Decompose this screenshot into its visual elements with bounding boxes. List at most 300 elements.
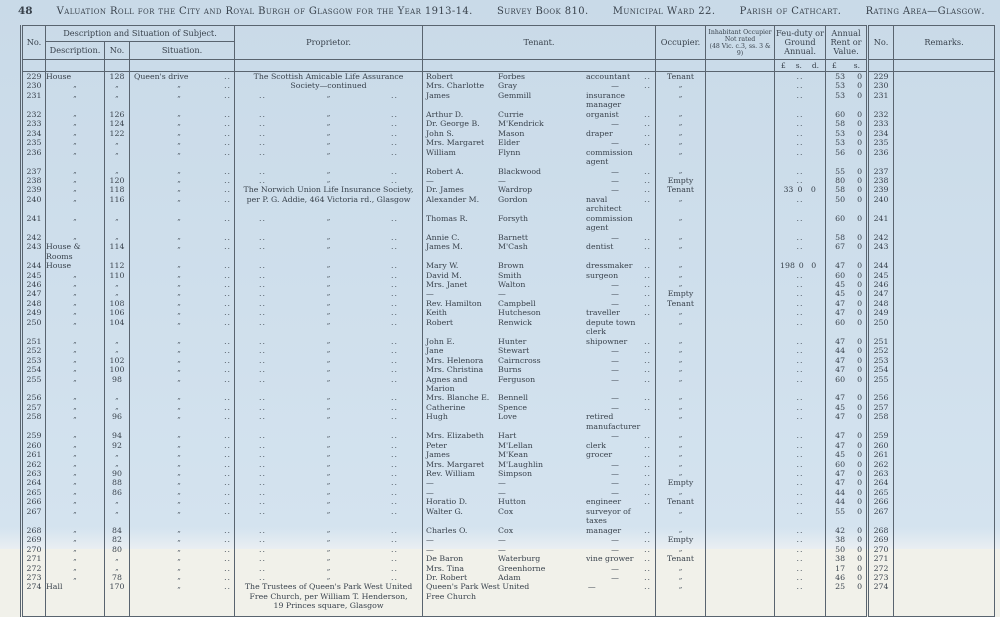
description: „	[46, 308, 105, 317]
inhabitant-occupier	[706, 365, 775, 374]
leader-dots: ..	[644, 535, 652, 545]
entry-number: 254	[22, 365, 46, 374]
tenant	[423, 554, 656, 563]
rent-shillings: 0	[857, 450, 863, 460]
table-row	[22, 545, 995, 554]
entry-number-right: 251	[868, 337, 894, 346]
rent-pounds: 38	[835, 554, 846, 564]
leader-dots: ..	[224, 81, 232, 91]
tenant-surname: Brown	[498, 261, 524, 271]
tenant-forename: Catherine	[426, 402, 466, 412]
remarks	[894, 233, 995, 242]
feu-duty	[775, 176, 826, 185]
rent-shillings: 0	[857, 289, 863, 299]
annual-rent	[826, 110, 868, 119]
rent-pounds: 47	[835, 440, 846, 450]
leader-dots: ..	[259, 119, 266, 129]
tenant-occupation	[586, 119, 655, 128]
annual-rent	[826, 554, 868, 563]
tenant	[423, 119, 656, 128]
tenant	[423, 375, 656, 394]
leader-dots: ..	[796, 402, 804, 412]
tenant-surname: —	[498, 289, 506, 299]
leader-dots: ..	[644, 355, 652, 365]
table-row	[22, 431, 995, 440]
street-number: „	[105, 91, 130, 110]
situation-text: „	[177, 147, 181, 156]
annual-rent	[826, 488, 868, 497]
proprietor-text: The Scottish Amicable Life Assurance	[253, 72, 404, 81]
table-row	[22, 535, 995, 544]
remarks	[894, 375, 995, 394]
entry-number-right: 231	[868, 91, 894, 110]
leader-dots: ..	[644, 573, 652, 583]
leader-dots: ..	[224, 469, 232, 479]
leader-dots: ..	[796, 431, 804, 441]
inhabitant-occupier	[706, 81, 775, 90]
tenant	[423, 81, 656, 90]
tenant-occupation	[586, 214, 655, 233]
leader-dots: ..	[259, 128, 266, 138]
proprietor	[235, 195, 423, 214]
tenant-surname: Forsyth	[498, 213, 528, 223]
situation	[130, 308, 235, 317]
tenant-occupation	[586, 346, 655, 355]
rent-shillings: 0	[857, 506, 863, 516]
entry-number: 229	[22, 72, 46, 82]
annual-rent	[826, 318, 868, 337]
street-number: „	[105, 337, 130, 346]
remarks	[894, 110, 995, 119]
tenant-occupation	[586, 393, 655, 402]
annual-rent	[826, 72, 868, 82]
proprietor	[235, 72, 423, 82]
rent-shillings: 0	[857, 185, 863, 195]
ditto-mark: „	[326, 563, 331, 572]
tenant-surname: —	[498, 535, 506, 545]
tenant-surname: —	[498, 544, 506, 554]
feu-duty	[775, 478, 826, 487]
entry-number-right: 263	[868, 469, 894, 478]
occupation-text: —	[611, 289, 619, 299]
leader-dots: ..	[391, 147, 399, 157]
tenant-forename: Mrs. Tina	[426, 563, 465, 573]
leader-dots: ..	[224, 109, 232, 119]
occupation-text: —	[611, 573, 619, 583]
tenant	[423, 91, 656, 110]
entry-number-right: 235	[868, 138, 894, 147]
leader-dots: ..	[391, 279, 399, 289]
street-number: „	[105, 167, 130, 176]
leader-dots: ..	[796, 374, 804, 384]
occupation-text: —	[611, 431, 619, 441]
proprietor	[235, 545, 423, 554]
occupier: „	[656, 346, 706, 355]
table-row	[22, 271, 995, 280]
leader-dots: ..	[391, 563, 399, 573]
description: „	[46, 545, 105, 554]
proprietor	[235, 460, 423, 469]
tenant	[423, 242, 656, 261]
ditto-mark: „	[326, 412, 331, 421]
occupier: „	[656, 195, 706, 214]
rent-pounds: 44	[835, 487, 846, 497]
annual-rent	[826, 242, 868, 261]
rent-pounds: 50	[835, 544, 846, 554]
description: „	[46, 573, 105, 582]
tenant-occupation	[586, 280, 655, 289]
leader-dots: ..	[796, 554, 804, 564]
leader-dots: ..	[224, 289, 232, 299]
col-header-proprietor: Proprietor.	[235, 26, 423, 60]
tenant-forename: Arthur D.	[426, 109, 464, 119]
tenant-forename: —	[426, 544, 434, 554]
leader-dots: ..	[644, 279, 652, 289]
situation-text: „	[177, 175, 181, 184]
proprietor	[235, 299, 423, 308]
ditto-mark: „	[326, 298, 331, 307]
annual-rent	[826, 375, 868, 394]
description: „	[46, 214, 105, 233]
occupier: „	[656, 403, 706, 412]
feu-shilling-label: s.	[795, 61, 802, 70]
inhabitant-occupier	[706, 308, 775, 317]
rent-shillings: 0	[857, 336, 863, 346]
leader-dots: ..	[644, 289, 652, 299]
entry-number-right: 260	[868, 441, 894, 450]
tenant-forename: —	[426, 535, 434, 545]
rent-pounds: 60	[835, 109, 846, 119]
occupation-text: engineer	[586, 497, 622, 507]
occupier: „	[656, 412, 706, 431]
tenant-forename: Dr. James	[426, 185, 464, 195]
rent-pounds: 58	[835, 119, 846, 129]
leader-dots: ..	[259, 90, 266, 100]
tenant	[423, 564, 656, 573]
entry-number-right: 243	[868, 242, 894, 261]
leader-dots: ..	[224, 355, 232, 365]
leader-dots: ..	[644, 298, 652, 308]
street-number: 106	[105, 308, 130, 317]
col-header-street-no: No.	[105, 42, 130, 60]
rent-pounds: 55	[835, 166, 846, 176]
feu-duty	[775, 554, 826, 563]
leader-dots: ..	[224, 317, 232, 327]
annual-rent	[826, 535, 868, 544]
filler-cell	[235, 611, 423, 617]
table-row	[22, 289, 995, 298]
occupation-text: —	[611, 374, 619, 384]
remarks	[894, 308, 995, 317]
tenant-occupation	[586, 299, 655, 308]
annual-rent	[826, 526, 868, 535]
situation-text: „	[177, 317, 181, 326]
situation-text: „	[177, 185, 181, 194]
occupation-text: —	[611, 535, 619, 545]
rent-shillings: 0	[857, 365, 863, 375]
situation	[130, 138, 235, 147]
tenant-occupation	[586, 478, 655, 487]
situation-text: „	[177, 119, 181, 128]
feu-duty	[775, 545, 826, 554]
rent-shillings: 0	[857, 478, 863, 488]
tenant	[423, 478, 656, 487]
annual-rent	[826, 261, 868, 270]
proprietor	[235, 582, 423, 610]
col-header-annual-rent: Annual Rent or Value.	[826, 26, 868, 60]
occupation-text: —	[587, 582, 596, 592]
annual-rent	[826, 167, 868, 176]
remarks	[894, 469, 995, 478]
table-row	[22, 119, 995, 128]
leader-dots: ..	[796, 365, 804, 375]
rent-pounds: 47	[835, 261, 846, 271]
situation-text: „	[177, 582, 181, 591]
situation-text: „	[177, 554, 181, 563]
occupier: „	[656, 233, 706, 242]
tenant-surname: Flynn	[498, 147, 521, 157]
leader-dots: ..	[224, 412, 232, 422]
leader-dots: ..	[259, 317, 266, 327]
tenant	[423, 129, 656, 138]
leader-dots: ..	[224, 346, 232, 356]
tenant-occupation	[586, 412, 655, 431]
table-row	[22, 110, 995, 119]
leader-dots: ..	[391, 469, 399, 479]
proprietor	[235, 271, 423, 280]
tenant-occupation	[586, 138, 655, 147]
leader-dots: ..	[391, 119, 399, 129]
annual-rent	[826, 573, 868, 582]
tenant-surname: Simpson	[498, 469, 532, 479]
street-number: „	[105, 554, 130, 563]
leader-dots: ..	[644, 138, 652, 148]
description: „	[46, 450, 105, 459]
rent-pounds: 60	[835, 270, 846, 280]
ditto-mark: „	[326, 270, 331, 279]
entry-number: 242	[22, 233, 46, 242]
leader-dots: ..	[224, 308, 232, 318]
leader-dots: ..	[259, 336, 266, 346]
feu-duty	[775, 488, 826, 497]
feu-duty	[775, 233, 826, 242]
situation-text: „	[177, 166, 181, 175]
proprietor	[235, 280, 423, 289]
situation	[130, 110, 235, 119]
table-row	[22, 233, 995, 242]
situation-text: „	[177, 374, 181, 383]
tenant-surname: Hart	[498, 431, 517, 441]
entry-number: 258	[22, 412, 46, 431]
remarks	[894, 242, 995, 261]
leader-dots: ..	[391, 109, 399, 119]
situation	[130, 233, 235, 242]
remarks	[894, 488, 995, 497]
tenant-occupation	[586, 488, 655, 497]
leader-dots: ..	[259, 261, 266, 271]
street-number: „	[105, 564, 130, 573]
occupation-text: vine grower	[586, 554, 634, 564]
occupier: „	[656, 308, 706, 317]
leader-dots: ..	[644, 242, 652, 252]
occupation-text: —	[611, 81, 619, 91]
leader-dots: ..	[796, 72, 804, 81]
tenant-occupation	[586, 148, 655, 167]
leader-dots: ..	[796, 138, 804, 148]
tenant-occupation	[586, 185, 655, 194]
leader-dots: ..	[796, 440, 804, 450]
street-number: „	[105, 450, 130, 459]
tenant-occupation	[586, 431, 655, 440]
tenant-forename: Keith	[426, 308, 447, 318]
leader-dots: ..	[644, 232, 652, 242]
entry-number-right: 242	[868, 233, 894, 242]
inhabitant-occupier	[706, 412, 775, 431]
leader-dots: ..	[224, 459, 232, 469]
leader-dots: ..	[259, 563, 266, 573]
occupation-text: —	[611, 185, 619, 195]
tenant-occupation	[586, 318, 655, 337]
rent-pounds: 47	[835, 336, 846, 346]
leader-dots: ..	[391, 374, 399, 384]
occupier: Empty	[656, 176, 706, 185]
leader-dots: ..	[796, 298, 804, 308]
situation-text: „	[177, 544, 181, 553]
proprietor	[235, 441, 423, 450]
col-header-tenant: Tenant.	[423, 26, 656, 60]
annual-rent	[826, 412, 868, 431]
description: „	[46, 526, 105, 535]
annual-rent	[826, 185, 868, 194]
remarks	[894, 119, 995, 128]
tenant-surname: M'Kendrick	[498, 119, 544, 129]
ditto-mark: „	[326, 317, 331, 326]
leader-dots: ..	[796, 232, 804, 242]
rent-shillings: 0	[857, 412, 863, 422]
entry-number: 240	[22, 195, 46, 214]
leader-dots: ..	[224, 431, 232, 441]
leader-dots: ..	[796, 109, 804, 119]
situation	[130, 497, 235, 506]
leader-dots: ..	[224, 535, 232, 545]
inhabitant-occupier	[706, 582, 775, 610]
tenant-forename: Hugh	[426, 412, 448, 422]
occupier: „	[656, 469, 706, 478]
description: „	[46, 535, 105, 544]
title-parish: Parish of Cathcart.	[739, 6, 842, 17]
entry-number: 266	[22, 497, 46, 506]
entry-number-right: 266	[868, 497, 894, 506]
annual-rent	[826, 148, 868, 167]
leader-dots: ..	[796, 128, 804, 138]
leader-dots: ..	[391, 440, 399, 450]
occupation-text: depute town clerk	[586, 317, 636, 337]
leader-dots: ..	[259, 535, 266, 545]
tenant-forename: Robert	[426, 72, 454, 81]
feu-duty	[775, 280, 826, 289]
remarks	[894, 403, 995, 412]
leader-dots: ..	[391, 544, 399, 554]
feu-duty	[775, 393, 826, 402]
tenant-forename: —	[426, 487, 434, 497]
description: House	[46, 72, 105, 82]
entry-number-right: 273	[868, 573, 894, 582]
tenant-forename: Thomas R.	[426, 213, 468, 223]
leader-dots: ..	[644, 431, 652, 441]
entry-number: 237	[22, 167, 46, 176]
leader-dots: ..	[644, 582, 652, 592]
inhabitant-occupier	[706, 214, 775, 233]
leader-dots: ..	[224, 138, 232, 148]
leader-dots: ..	[796, 289, 804, 299]
occupier: „	[656, 545, 706, 554]
filler-cell	[105, 611, 130, 617]
leader-dots: ..	[224, 90, 232, 100]
tenant-occupation	[586, 403, 655, 412]
leader-dots: ..	[644, 544, 652, 554]
occupation-text: —	[611, 298, 619, 308]
street-number: 170	[105, 582, 130, 610]
remarks	[894, 81, 995, 90]
proprietor	[235, 469, 423, 478]
proprietor	[235, 242, 423, 261]
rent-shillings: 0	[857, 119, 863, 129]
inhabitant-occupier	[706, 185, 775, 194]
leader-dots: ..	[796, 535, 804, 545]
inhabitant-occupier	[706, 526, 775, 535]
ditto-mark: „	[326, 232, 331, 241]
remarks	[894, 337, 995, 346]
situation	[130, 119, 235, 128]
occupation-text: organist	[586, 109, 619, 119]
inhabitant-occupier	[706, 129, 775, 138]
leader-dots: ..	[259, 573, 266, 583]
rent-pounds: 80	[835, 175, 846, 185]
occupier: „	[656, 91, 706, 110]
street-number: 78	[105, 573, 130, 582]
feu-duty	[775, 403, 826, 412]
inhabitant-occupier	[706, 195, 775, 214]
tenant-surname: Hunter	[498, 336, 527, 346]
occupier: Empty	[656, 478, 706, 487]
tenant-surname: Cox	[498, 525, 514, 535]
table-row	[22, 478, 995, 487]
entry-number-right: 247	[868, 289, 894, 298]
entry-number-right: 238	[868, 176, 894, 185]
street-number: 98	[105, 375, 130, 394]
leader-dots: ..	[796, 450, 804, 460]
rent-shillings: 0	[857, 81, 863, 91]
remarks	[894, 167, 995, 176]
inhabitant-occupier	[706, 431, 775, 440]
leader-dots: ..	[224, 563, 232, 573]
situation-text: „	[177, 128, 181, 137]
tenant-forename: Charles O.	[426, 525, 468, 535]
entry-number-right: 237	[868, 167, 894, 176]
street-number: 104	[105, 318, 130, 337]
entry-number: 232	[22, 110, 46, 119]
occupation-text: —	[611, 355, 619, 365]
rent-shillings: 0	[857, 355, 863, 365]
tenant-occupation	[586, 167, 655, 176]
leader-dots: ..	[391, 308, 399, 318]
situation-text: „	[177, 279, 181, 288]
inhabitant-occupier	[706, 478, 775, 487]
ditto-mark: „	[326, 544, 331, 553]
tenant-occupation	[586, 289, 655, 298]
situation-text: „	[177, 261, 181, 270]
proprietor	[235, 488, 423, 497]
